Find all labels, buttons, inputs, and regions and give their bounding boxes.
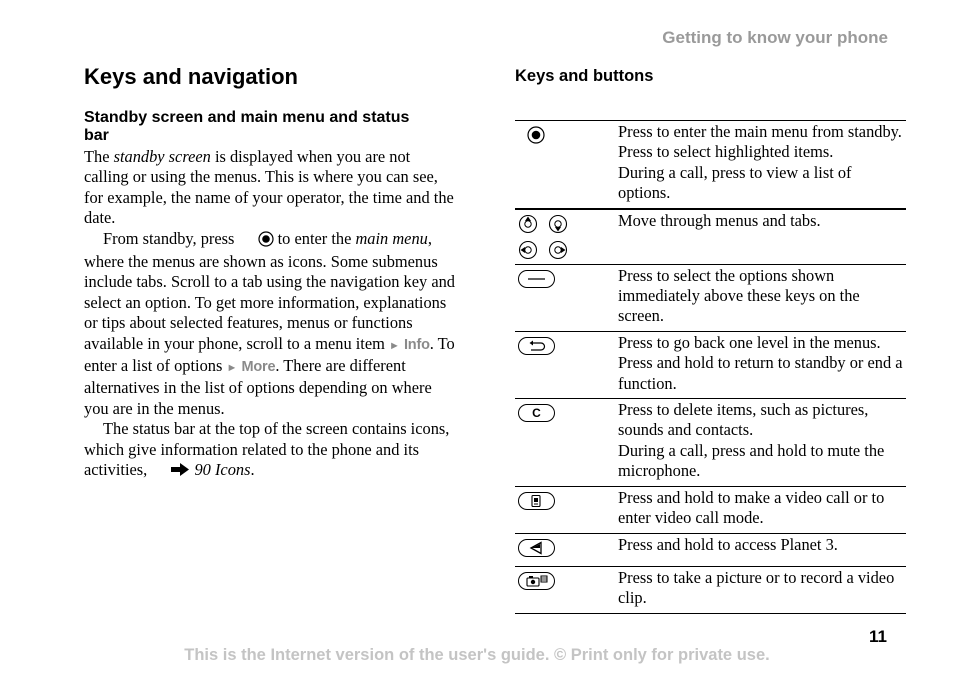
paragraph-main-menu: From standby, press to enter the main menu, where the menus are shown as icons. Some submenus include tabs. Scroll to a tab using the navigation key and select an option. To get more information, explanations or tips about selected features, menus or functions available in your phone, scroll to a menu item ► Info. To enter a list of options ► More. There are different alternatives in the list of options depending on where you are in the menus. [84, 228, 455, 418]
keys-section-title: Keys and buttons [515, 67, 654, 85]
back-key-icon [518, 337, 555, 355]
keys-table [515, 120, 906, 614]
table-row [515, 486, 906, 533]
table-row [515, 331, 906, 398]
section-heading: Standby screen and main menu and status bar [84, 109, 410, 144]
nav-left-icon [518, 240, 538, 260]
menu-arrow-icon: ► [388, 339, 400, 352]
key-description: Press to enter the main menu from standby. Press to select highlighted items. During a call, press to view a list of options. [618, 121, 906, 209]
nav-up-icon [518, 214, 538, 234]
running-header: Getting to know your phone [662, 28, 888, 47]
selection-key-icon [518, 270, 555, 288]
nav-right-icon [548, 240, 568, 260]
key-description: Move through menus and tabs. [618, 209, 906, 265]
planet3-key-icon [518, 539, 555, 557]
table-row [515, 121, 906, 209]
key-description: Press to delete items, such as pictures, sounds and contacts. During a call, press and hold to mute the microphone. [618, 399, 906, 487]
standby-section-body [84, 147, 456, 483]
page-title: Keys and navigation [84, 64, 298, 89]
key-description: Press and hold to access Planet 3. [618, 533, 906, 566]
c-key-icon: C [518, 404, 555, 422]
center-select-key-icon [239, 231, 274, 252]
page-number: 11 [869, 627, 887, 646]
page-reference: 90 Icons [194, 460, 251, 480]
table-row [515, 264, 906, 331]
paragraph-standby-screen: The standby screen is displayed when you are not calling or using the menus. This is where you can see, for example, the name of your operator, the time and the date. [84, 147, 454, 228]
key-description: Press and hold to make a video call or to enter video call mode. [618, 486, 906, 533]
nav-down-icon [548, 214, 568, 234]
table-row [515, 566, 906, 613]
footer-notice: This is the Internet version of the user's guide. © Print only for private use. [184, 646, 770, 664]
menu-item-more: More [241, 359, 276, 376]
table-row [515, 533, 906, 566]
navigation-keys-icon [518, 214, 618, 260]
video-call-key-icon [518, 492, 555, 510]
table-row [515, 399, 906, 487]
table-row [515, 209, 906, 265]
center-select-key-icon [527, 126, 545, 149]
camera-key-icon [518, 572, 555, 590]
key-description: Press to go back one level in the menus. Press and hold to return to standby or end a function. [618, 331, 906, 398]
key-description: Press to take a picture or to record a video clip. [618, 566, 906, 613]
menu-item-info: Info [403, 336, 430, 353]
menu-arrow-icon: ► [226, 362, 238, 375]
key-description: Press to select the options shown immediately above these keys on the screen. [618, 264, 906, 331]
paragraph-status-bar: The status bar at the top of the screen contains icons, which give information related to the phone and its activities, 90 Icons. [84, 419, 456, 482]
reference-arrow-icon [151, 462, 190, 482]
